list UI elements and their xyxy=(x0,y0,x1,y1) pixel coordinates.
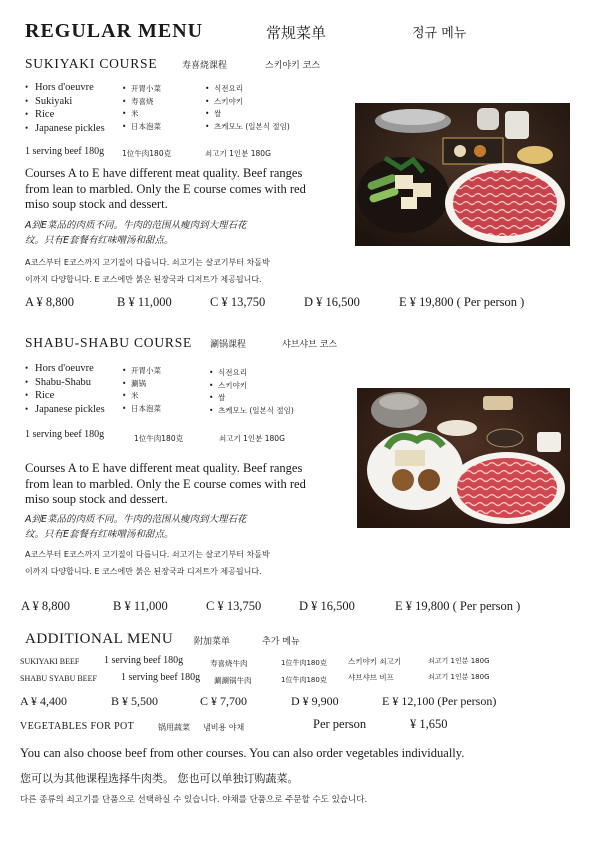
sukiyaki-serving-ko: 쇠고기 1인분 180G xyxy=(205,149,271,158)
list-item: • 寿喜烧 xyxy=(122,96,161,109)
list-item: • Rice xyxy=(25,108,105,122)
additional-menu-title: ADDITIONAL MENU xyxy=(25,631,174,647)
price-c: C ¥ 13,750 xyxy=(206,599,262,613)
list-item: • 쌀 xyxy=(209,392,294,405)
price-d: D ¥ 16,500 xyxy=(299,599,355,613)
list-item: • Hors d'oeuvre xyxy=(25,362,105,376)
list-item: • 츠케모노 (일본식 절임) xyxy=(209,405,294,418)
sukiyaki-course-title-ko: 스키야키 코스 xyxy=(265,61,321,71)
price-a: A ¥ 4,400 xyxy=(20,694,68,708)
list-item: • 开胃小菜 xyxy=(122,83,161,96)
shabu-items-ko xyxy=(209,367,294,417)
shabu-items-zh xyxy=(122,365,161,415)
list-item: • Shabu-Shabu xyxy=(25,376,105,390)
price-d: D ¥ 9,900 xyxy=(291,694,339,708)
shabu-serving-ko: 쇠고기 1인분 180G xyxy=(219,434,285,443)
sukiyaki-beef-serving: 1 serving beef 180g xyxy=(104,655,184,666)
description-line: Courses A to E have different meat quality. Beef ranges xyxy=(25,461,303,475)
note-ko: 다른 종류의 쇠고기를 단품으로 선택하실 수 있습니다. 야채를 단품으로 주문할 수도 있습니다. xyxy=(20,795,368,805)
shabu-beef-label: SHABU SYABU BEEF xyxy=(20,674,97,683)
page-title-ko: 정규 메뉴 xyxy=(412,26,467,41)
additional-menu-title-zh: 附加菜单 xyxy=(194,637,231,647)
sukiyaki-serving-zh: 1位牛肉180克 xyxy=(122,149,172,158)
shabu-items-en xyxy=(25,362,105,416)
additional-menu-title-ko: 추가 메뉴 xyxy=(262,637,300,647)
sukiyaki-beef-serving-zh: 1位牛肉180克 xyxy=(281,659,327,667)
list-item: • 日本泡菜 xyxy=(122,121,161,134)
description-line: Courses A to E have different meat quality. Beef ranges xyxy=(25,166,303,180)
list-item: • 米 xyxy=(122,108,161,121)
sukiyaki-description-zh xyxy=(25,218,247,248)
description-line: miso soup stock and dessert. xyxy=(25,197,168,211)
note-en: You can also choose beef from other courses. You can also order vegetables individually. xyxy=(20,746,465,760)
price-a: A ¥ 8,800 xyxy=(21,599,70,613)
list-item: • Rice xyxy=(25,389,105,403)
list-item: • Hors d'oeuvre xyxy=(25,81,105,95)
list-item: • 涮锅 xyxy=(122,378,161,391)
list-item: • 식전요리 xyxy=(209,367,294,380)
list-item: • 스키야키 xyxy=(205,96,290,109)
description-line: 이까지 다양합니다. E 코스에만 붉은 된장국과 디저트가 제공됩니다. xyxy=(25,275,262,284)
price-e: E ¥ 19,800 ( Per person ) xyxy=(395,599,521,613)
shabu-course-title-ko: 샤브샤브 코스 xyxy=(282,340,338,350)
page-title-zh: 常规菜单 xyxy=(266,24,327,42)
note-zh: 您可以为其他课程选择牛肉类。 您也可以单独订购蔬菜。 xyxy=(20,772,299,785)
list-item: • Sukiyaki xyxy=(25,95,105,109)
sukiyaki-beef-label-ko: 스키야키 쇠고기 xyxy=(348,657,402,666)
description-line: miso soup stock and dessert. xyxy=(25,492,168,506)
sukiyaki-course-title-zh: 寿喜烧课程 xyxy=(182,61,228,71)
list-item: • 쌀 xyxy=(205,108,290,121)
vegetables-price: ¥ 1,650 xyxy=(410,717,448,731)
shabu-course-title: SHABU-SHABU COURSE xyxy=(25,335,193,350)
description-line: 이까지 다양합니다. E 코스에만 붉은 된장국과 디저트가 제공됩니다. xyxy=(25,567,262,576)
description-line: from lean to marbled. Only the E course comes with red xyxy=(25,181,306,196)
description-line: A코스부터 E코스까지 고기질이 다릅니다. 쇠고기는 살코기부터 차돌박 xyxy=(25,258,270,267)
shabu-serving-en: 1 serving beef 180g xyxy=(25,429,105,440)
price-b: B ¥ 11,000 xyxy=(117,295,172,309)
sukiyaki-items-zh xyxy=(122,83,161,133)
vegetables-label-zh: 锅用蔬菜 xyxy=(158,723,190,732)
price-a: A ¥ 8,800 xyxy=(25,295,74,309)
description-line: A到E菜品的肉质不同。牛肉的范围从瘦肉到大理石花 xyxy=(25,220,247,231)
shabu-beef-serving-ko: 쇠고기 1인분 180G xyxy=(428,673,490,681)
sukiyaki-course-title: SUKIYAKI COURSE xyxy=(25,56,158,71)
list-item: • 日本泡菜 xyxy=(122,403,161,416)
shabu-description-zh xyxy=(25,512,247,542)
sukiyaki-items-ko xyxy=(205,83,290,133)
list-item: • Japanese pickles xyxy=(25,403,105,417)
sukiyaki-description-en xyxy=(25,166,306,213)
list-item: • Japanese pickles xyxy=(25,122,105,136)
description-line: from lean to marbled. Only the E course comes with red xyxy=(25,476,306,491)
shabu-photo xyxy=(357,388,570,528)
sukiyaki-beef-label-zh: 寿喜烧牛肉 xyxy=(210,659,248,668)
sukiyaki-description-ko xyxy=(25,254,270,288)
description-line: 纹。只有E套餐有红味噌汤和甜点。 xyxy=(25,529,174,540)
list-item: • 스키야키 xyxy=(209,380,294,393)
list-item: • 츠케모노 (일본식 절임) xyxy=(205,121,290,134)
list-item: • 开胃小菜 xyxy=(122,365,161,378)
price-c: C ¥ 13,750 xyxy=(210,295,266,309)
shabu-description-en xyxy=(25,461,306,508)
price-b: B ¥ 5,500 xyxy=(111,694,159,708)
description-line: 纹。只有E套餐有红味噌汤和甜点。 xyxy=(25,235,174,246)
vegetables-unit: Per person xyxy=(313,717,367,731)
shabu-beef-label-zh: 涮涮锅牛肉 xyxy=(214,676,252,685)
sukiyaki-beef-serving-ko: 쇠고기 1인분 180G xyxy=(428,657,490,665)
shabu-beef-label-ko: 샤브샤브 비프 xyxy=(348,673,394,682)
sukiyaki-beef-label: SUKIYAKI BEEF xyxy=(20,657,80,666)
list-item: • 식전요리 xyxy=(205,83,290,96)
list-item: • 米 xyxy=(122,390,161,403)
shabu-course-title-zh: 涮锅课程 xyxy=(210,340,247,350)
vegetables-label: VEGETABLES FOR POT xyxy=(20,721,135,732)
price-b: B ¥ 11,000 xyxy=(113,599,168,613)
price-c: C ¥ 7,700 xyxy=(200,694,248,708)
page-title: REGULAR MENU xyxy=(25,20,204,42)
vegetables-label-ko: 냄비용 야채 xyxy=(203,723,245,732)
shabu-beef-serving: 1 serving beef 180g xyxy=(121,672,201,683)
shabu-serving-zh: 1位牛肉180克 xyxy=(134,434,184,443)
sukiyaki-photo xyxy=(355,103,570,246)
shabu-description-ko xyxy=(25,546,270,580)
shabu-beef-serving-zh: 1位牛肉180克 xyxy=(281,676,327,684)
price-e: E ¥ 19,800 ( Per person ) xyxy=(399,295,525,309)
sukiyaki-serving-en: 1 serving beef 180g xyxy=(25,146,105,157)
description-line: A코스부터 E코스까지 고기질이 다릅니다. 쇠고기는 살코기부터 차돌박 xyxy=(25,550,270,559)
description-line: A到E菜品的肉质不同。牛肉的范围从瘦肉到大理石花 xyxy=(25,514,247,525)
price-d: D ¥ 16,500 xyxy=(304,295,360,309)
price-e: E ¥ 12,100 (Per person) xyxy=(382,694,497,708)
sukiyaki-items-en xyxy=(25,81,105,135)
